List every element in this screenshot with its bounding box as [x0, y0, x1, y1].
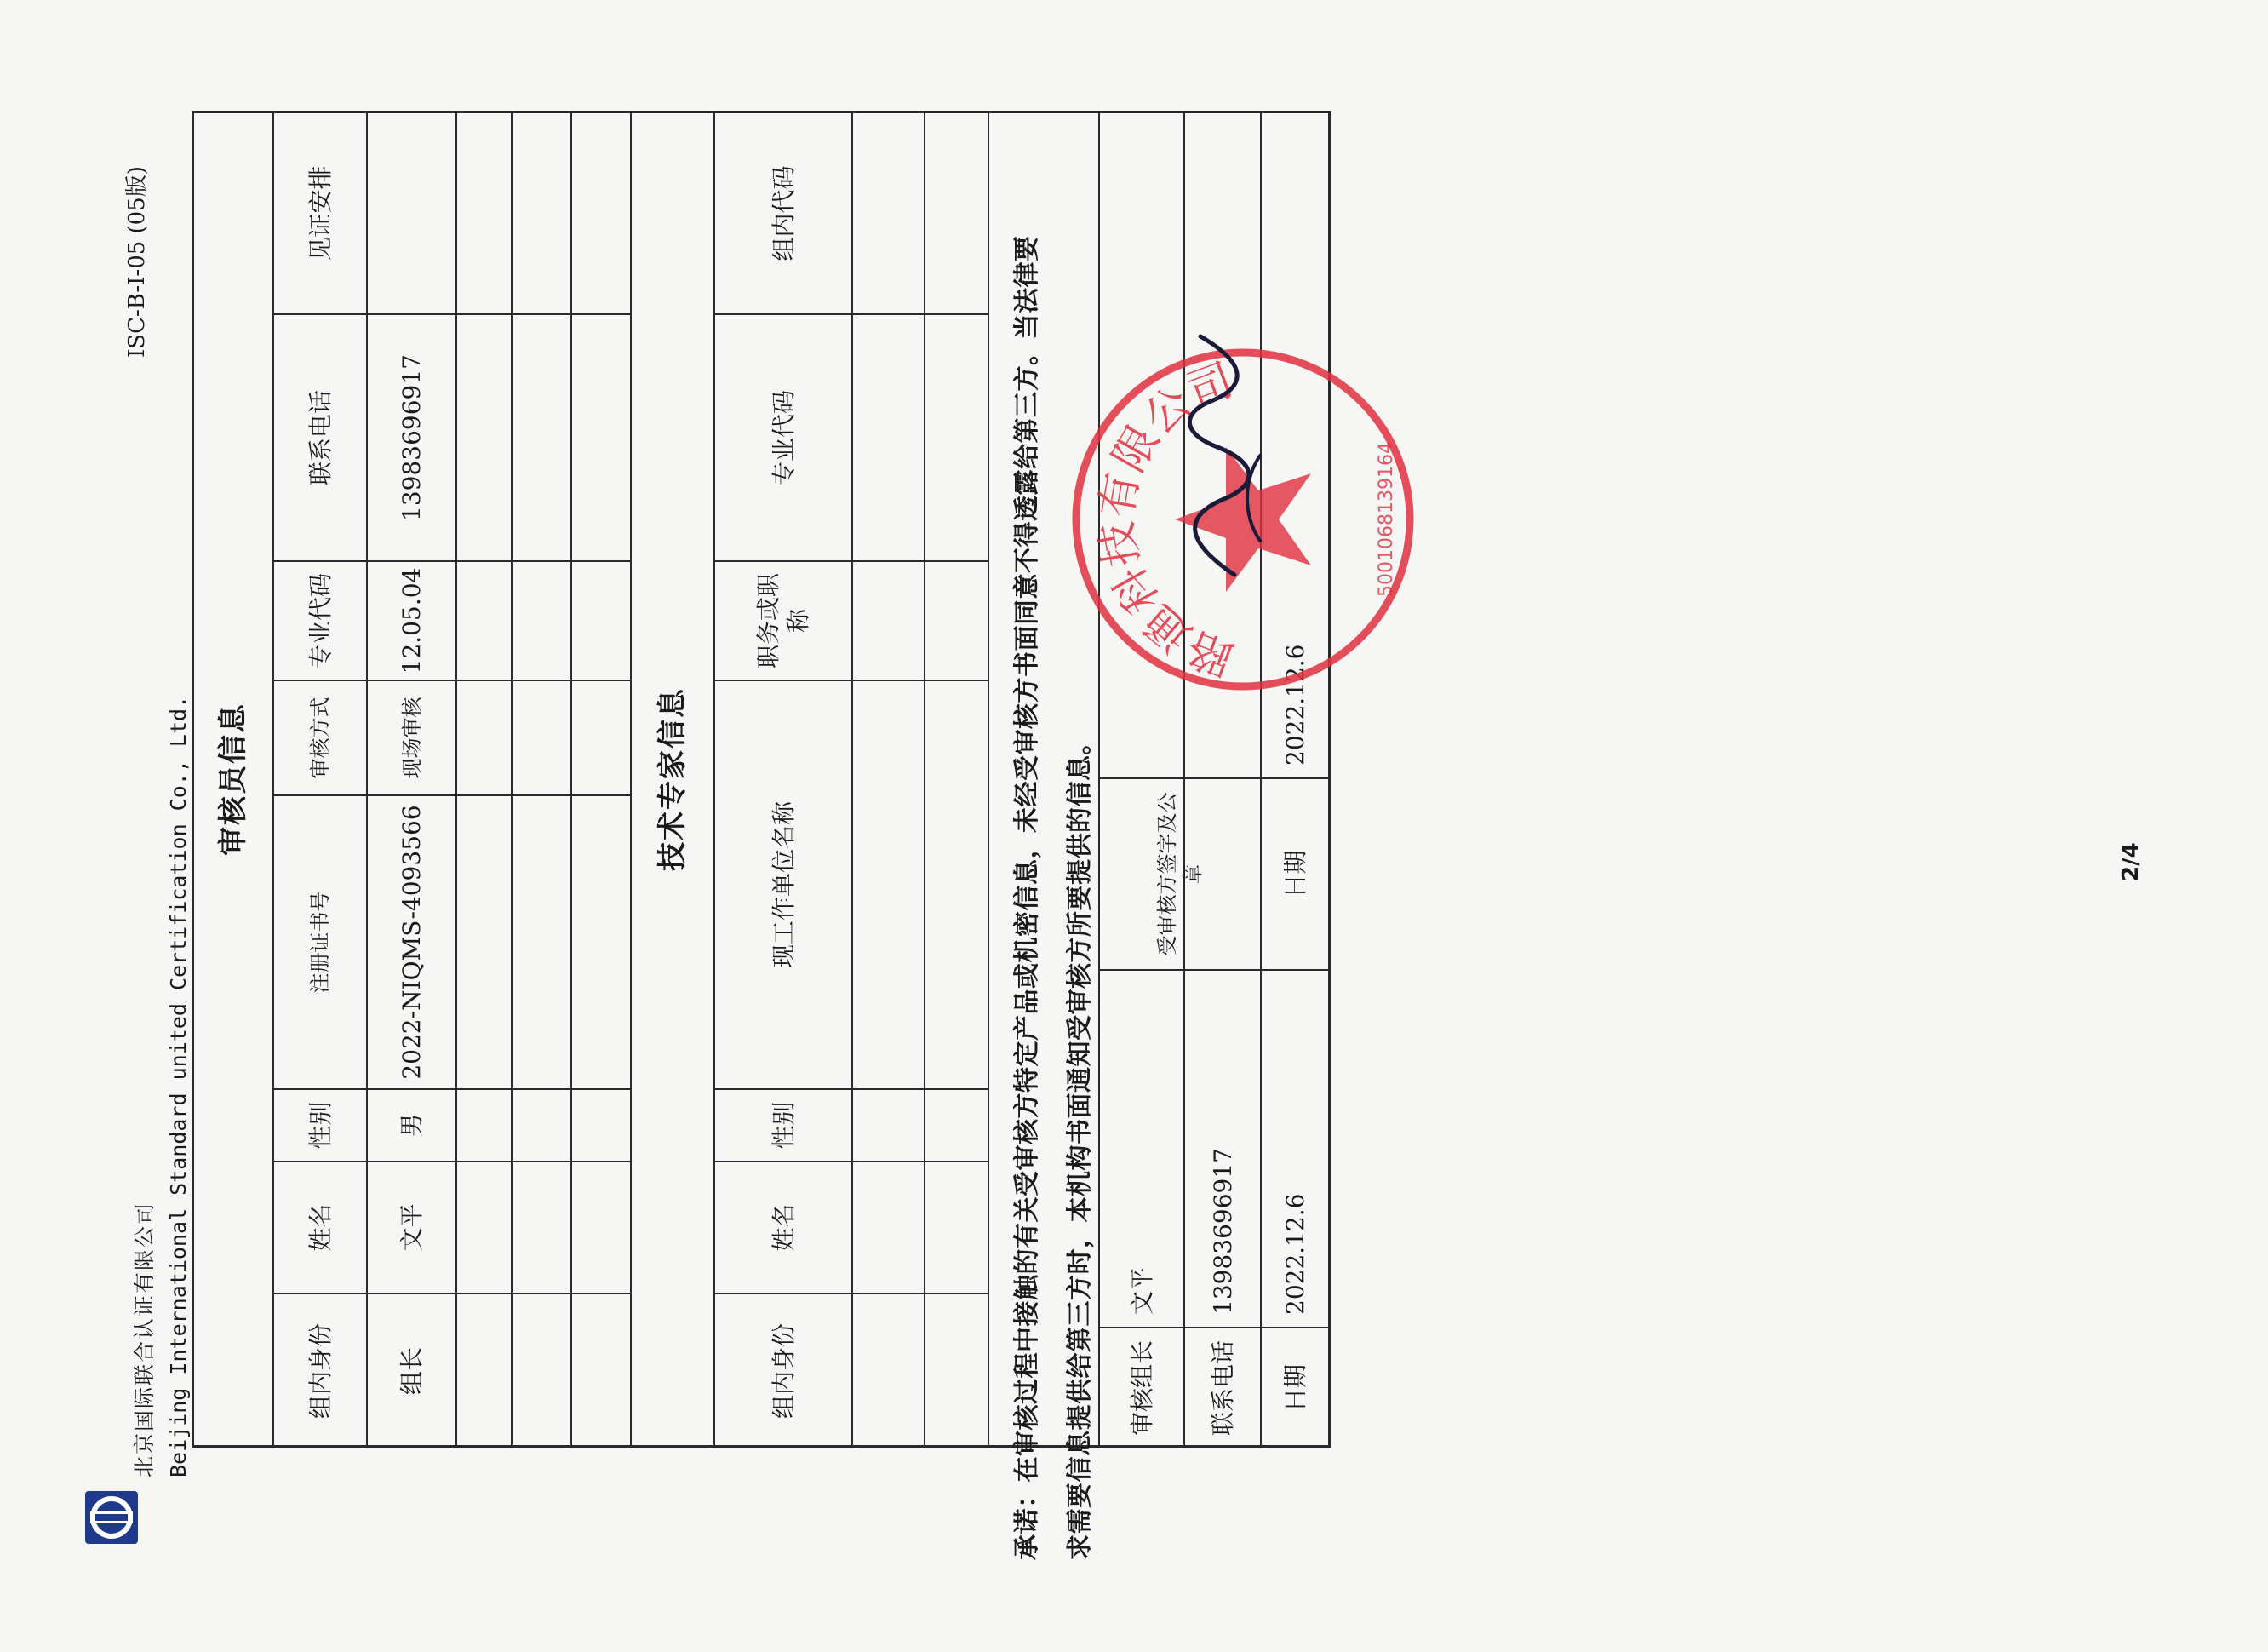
seal-text: 路通科技有限公司 [1091, 354, 1240, 685]
page-number: 2/4 [2118, 842, 2144, 881]
signoff-label-auditee-date: 日期 [1280, 850, 1309, 898]
header-cert-no: 注册证书号 [308, 891, 332, 994]
expert-header-role: 组内身份 [769, 1323, 798, 1420]
table-cell-witness [368, 113, 455, 313]
table-cell-cert-no: 2022-NIQMS-4093566 [398, 805, 426, 1080]
signoff-label-auditee: 受审核方签字及公章 [1155, 792, 1205, 956]
confidentiality-pledge: 承诺：在审核过程中接触的有关受审核方特定产品或机密信息，未经受审核方书面同意不得透露给第三方。当法律要求需要信息提供给第三方时，本机构书面通知受审核方所要提供的信息。 [1012, 235, 1095, 1560]
signoff-label-leader: 审核组长 [1127, 1340, 1156, 1437]
table-cell-audit-method: 现场审核 [399, 697, 424, 779]
header-phone: 联系电话 [306, 390, 335, 486]
table-cell-gender: 男 [398, 1113, 426, 1138]
table-cell-role: 组长 [398, 1347, 426, 1396]
auditor-section-title: 审核员信息 [215, 703, 250, 856]
header-role: 组内身份 [306, 1323, 335, 1420]
signoff-value-date: 2022.12.6 [1280, 1193, 1309, 1315]
handwritten-signature [1132, 311, 1286, 592]
header-witness: 见证安排 [306, 165, 335, 261]
signoff-value-leader: 文平 [1127, 1266, 1156, 1315]
table-cell-name: 文平 [398, 1203, 426, 1252]
expert-section-title: 技术专家信息 [655, 687, 690, 871]
expert-header-gender: 性别 [769, 1101, 798, 1150]
form-code: ISC-B-I-05 (05版) [124, 166, 150, 358]
signoff-label-phone: 联系电话 [1208, 1340, 1237, 1437]
header-audit-method: 审核方式 [308, 697, 332, 779]
header-name: 姓名 [306, 1203, 335, 1252]
expert-header-employer: 现工作单位名称 [769, 801, 798, 969]
company-name-cn: 北京国际联合认证有限公司 [132, 1201, 157, 1477]
header-specialty-code: 专业代码 [306, 573, 335, 669]
expert-header-title: 职务或职称 [754, 573, 812, 669]
signoff-value-phone: 13983696917 [1208, 1148, 1237, 1315]
bisc-logo-icon [83, 1489, 140, 1546]
expert-header-specialty-code: 专业代码 [769, 390, 798, 486]
expert-header-name: 姓名 [769, 1203, 798, 1252]
signoff-value-auditee-date: 2022.12.6 [1280, 644, 1309, 766]
header-gender: 性别 [306, 1101, 335, 1150]
table-cell-phone: 13983696917 [398, 354, 426, 521]
table-cell-specialty-code: 12.05.04 [398, 567, 426, 674]
company-name-en: Beijing International Standard united Certification Co., Ltd. [166, 695, 191, 1477]
seal-number: 5001068139164 [1376, 442, 1397, 597]
expert-header-group-code: 组内代码 [769, 165, 798, 261]
signoff-label-date: 日期 [1280, 1364, 1309, 1413]
